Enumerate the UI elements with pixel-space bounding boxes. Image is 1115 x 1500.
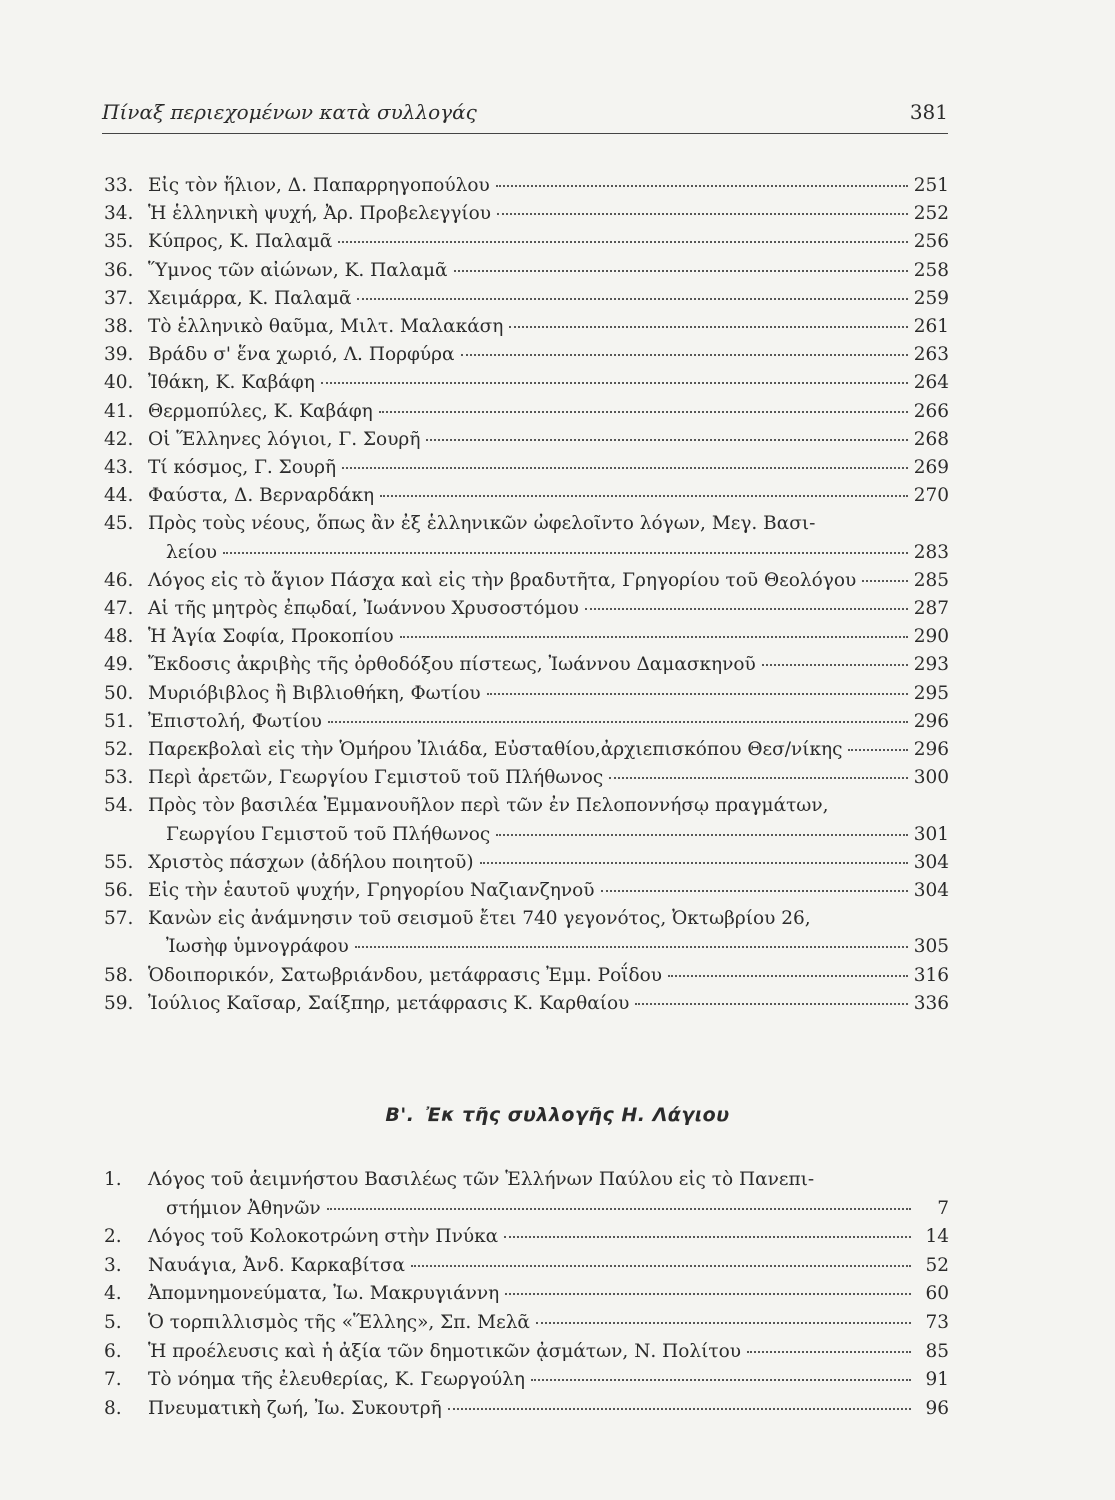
entry-title: Λόγος τοῦ Κολοκοτρώνη στὴν Πνύκα [148, 1226, 499, 1248]
toc-entry [104, 313, 949, 341]
dot-leader [762, 663, 908, 666]
dot-leader [380, 494, 908, 497]
entry-title: Ἡ ἑλληνικὴ ψυχή, Ἀρ. Προβελεγγίου [148, 203, 492, 225]
toc-entry [104, 1280, 949, 1308]
entry-number: 59. [104, 992, 134, 1014]
toc-entry [104, 1166, 949, 1194]
toc-entry-continuation [104, 539, 949, 567]
entry-number: 55. [104, 851, 134, 873]
entry-title: Ἔκδοσις ἀκριβὴς τῆς ὀρθοδόξου πίστεως, Ἰωάννου Δαμασκηνοῦ [148, 654, 756, 676]
entry-page-number: 261 [913, 316, 949, 337]
toc-entry-continuation [104, 933, 949, 961]
entry-title-continuation: λείου [166, 541, 217, 563]
entry-page-number: 296 [913, 710, 949, 732]
entry-page-number: 264 [913, 372, 949, 394]
entry-number: 47. [104, 598, 134, 619]
dot-leader [480, 861, 908, 864]
entry-title-continuation: Ἰωσὴφ ὑμνογράφου [166, 936, 349, 958]
toc-entry [104, 228, 949, 256]
dot-leader [327, 1207, 911, 1210]
entry-page-number: 301 [913, 823, 949, 845]
entry-title: Ἡ Ἁγία Σοφία, Προκοπίου [148, 626, 394, 648]
entry-title: Εἰς τὸν ἥλιον, Δ. Παπαρρηγοπούλου [148, 175, 490, 196]
entry-number: 51. [104, 710, 134, 732]
entry-page-number: 268 [913, 428, 949, 450]
toc-entry [104, 764, 949, 792]
entry-number: 8. [104, 1397, 122, 1419]
entry-title: Ἀπομνημονεύματα, Ἰω. Μακρυγιάννη [148, 1283, 500, 1305]
dot-leader [400, 635, 908, 638]
toc-entry [104, 990, 949, 1018]
entry-title: Ὁ τορπιλλισμὸς τῆς «Ἕλλης», Σπ. Μελᾶ [148, 1312, 530, 1333]
toc-entry [104, 398, 949, 426]
entry-title: Αἱ τῆς μητρὸς ἐπῳδαί, Ἰωάννου Χρυσοστόμου [148, 598, 579, 619]
entry-number: 5. [104, 1312, 122, 1333]
entry-page-number: 283 [913, 541, 949, 563]
entry-page-number: 304 [913, 851, 949, 873]
entry-number: 37. [104, 287, 134, 309]
entry-number: 36. [104, 259, 134, 281]
entry-page-number: 287 [913, 598, 949, 619]
dot-leader [496, 833, 907, 836]
entry-number: 34. [104, 203, 134, 225]
toc-entry-continuation [104, 821, 949, 849]
toc-entry [104, 595, 949, 623]
dot-leader [411, 1264, 911, 1267]
entry-page-number: 258 [913, 259, 949, 281]
entry-title: Ἰούλιος Καῖσαρ, Σαίξπηρ, μετάφρασις Κ. Καρθαίου [148, 992, 630, 1014]
dot-leader [338, 240, 907, 243]
entry-page-number: 290 [913, 626, 949, 648]
dot-leader [585, 607, 908, 610]
dot-leader [536, 1321, 911, 1324]
entry-number: 58. [104, 964, 134, 986]
entry-title: Βράδυ σ' ἕνα χωριό, Λ. Πορφύρα [148, 344, 455, 366]
entry-title: Ἐπιστολή, Φωτίου [148, 710, 322, 732]
entry-number: 38. [104, 316, 134, 337]
entry-page-number: 251 [913, 175, 949, 196]
entry-page-number: 252 [913, 203, 949, 225]
toc-entry [104, 905, 949, 933]
toc-entry [104, 341, 949, 369]
header-rule [102, 133, 948, 134]
entry-page-number: 60 [925, 1283, 949, 1305]
entry-title: Τὸ ἑλληνικὸ θαῦμα, Μιλτ. Μαλακάση [148, 316, 504, 337]
entry-number: 39. [104, 344, 134, 366]
dot-leader [461, 353, 908, 356]
dot-leader [848, 748, 907, 751]
entry-number: 3. [104, 1254, 122, 1276]
toc-entry [104, 962, 949, 990]
entry-number: 52. [104, 739, 134, 760]
toc-entry [104, 736, 949, 764]
toc-entry [104, 1252, 949, 1280]
toc-entry [104, 623, 949, 651]
dot-leader [747, 1350, 911, 1353]
entry-title: Εἰς τὴν ἑαυτοῦ ψυχήν, Γρηγορίου Ναζιανζηνοῦ [148, 880, 595, 901]
entry-title: Λόγος εἰς τὸ ἅγιον Πάσχα καὶ εἰς τὴν βραδυτῆτα, Γρηγορίου τοῦ Θεολόγου [148, 569, 857, 591]
entry-number: 4. [104, 1283, 122, 1305]
entry-number: 43. [104, 457, 134, 478]
toc-entry [104, 1366, 949, 1394]
entry-page-number: 263 [913, 344, 949, 366]
dot-leader [504, 1235, 911, 1238]
toc-entry [104, 285, 949, 313]
toc-entry [104, 1395, 949, 1423]
entry-page-number: 293 [913, 654, 949, 676]
entry-number: 54. [104, 795, 134, 817]
entry-title-continuation: Γεωργίου Γεμιστοῦ τοῦ Πλήθωνος [166, 823, 491, 845]
toc-entry [104, 792, 949, 820]
section-b-label: Β'. [385, 1104, 415, 1126]
header-title: Πίναξ περιεχομένων κατὰ συλλογάς [102, 100, 477, 124]
entry-title: Φαύστα, Δ. Βερναρδάκη [148, 485, 375, 507]
entry-number: 1. [104, 1169, 122, 1190]
entry-title: Χειμάρρα, Κ. Παλαμᾶ [148, 287, 352, 309]
entry-number: 49. [104, 654, 134, 676]
entry-title: Ἡ προέλευσις καὶ ἡ ἀξία τῶν δημοτικῶν ᾀσμάτων, Ν. Πολίτου [148, 1340, 742, 1362]
entry-number: 56. [104, 880, 134, 901]
entry-number: 35. [104, 231, 134, 253]
toc-entry [104, 200, 949, 228]
entry-title: Περὶ ἀρετῶν, Γεωργίου Γεμιστοῦ τοῦ Πλήθωνος [148, 767, 604, 789]
entry-number: 42. [104, 428, 134, 450]
dot-leader [509, 325, 907, 328]
toc-entry [104, 567, 949, 595]
section-b-title: Ἐκ τῆς συλλογῆς Η. Λάγιου [425, 1104, 730, 1126]
entry-number: 46. [104, 569, 134, 591]
entry-page-number: 256 [913, 231, 949, 253]
entry-title: Κύπρος, Κ. Παλαμᾶ [148, 231, 333, 253]
entry-title: Μυριόβιβλος ἢ Βιβλιοθήκη, Φωτίου [148, 682, 481, 704]
toc-entry [104, 257, 949, 285]
entry-title: Ἰθάκη, Κ. Καβάφη [148, 372, 315, 394]
toc-entry [104, 708, 949, 736]
toc-entry [104, 482, 949, 510]
dot-leader [321, 381, 908, 384]
dot-leader [223, 551, 908, 554]
entry-number: 40. [104, 372, 134, 394]
entry-number: 50. [104, 682, 134, 704]
entry-number: 33. [104, 175, 134, 196]
toc-entry [104, 426, 949, 454]
entry-title: Τί κόσμος, Γ. Σουρῆ [148, 457, 337, 478]
dot-leader [328, 720, 908, 723]
entry-page-number: 270 [913, 485, 949, 507]
toc-entry [104, 369, 949, 397]
entry-number: 6. [104, 1340, 122, 1362]
entry-title: Πρὸς τὸν βασιλέα Ἐμμανουῆλον περὶ τῶν ἐν Πελοποννήσῳ πραγμάτων, [148, 795, 829, 817]
dot-leader [379, 410, 908, 413]
dot-leader [635, 1002, 907, 1005]
dot-leader [496, 184, 908, 187]
dot-leader [342, 466, 908, 469]
entry-number: 41. [104, 400, 134, 422]
entry-page-number: 259 [913, 287, 949, 309]
entry-number: 57. [104, 908, 134, 930]
entry-title: Ναυάγια, Ἀνδ. Καρκαβίτσα [148, 1254, 406, 1276]
dot-leader [609, 776, 907, 779]
dot-leader [505, 1292, 911, 1295]
entry-title: Πνευματικὴ ζωή, Ἰω. Συκουτρῆ [148, 1397, 442, 1419]
entry-title: Κανὼν εἰς ἀνάμνησιν τοῦ σεισμοῦ ἔτει 740 γεγονότος, Ὀκτωβρίου 26, [148, 908, 811, 930]
entry-title: Παρεκβολαὶ εἰς τὴν Ὁμήρου Ἰλιάδα, Εὐσταθίου,ἀρχιεπισκόπου Θεσ/νίκης [148, 739, 843, 760]
dot-leader [426, 438, 907, 441]
entry-page-number: 295 [913, 682, 949, 704]
dot-leader [454, 269, 908, 272]
toc-entry [104, 651, 949, 679]
header-page-number: 381 [909, 100, 948, 124]
dot-leader [668, 974, 908, 977]
dot-leader [601, 889, 908, 892]
entry-page-number: 266 [913, 400, 949, 422]
entry-title-continuation: στήμιον Ἀθηνῶν [166, 1197, 321, 1219]
entry-page-number: 305 [913, 936, 949, 958]
entry-title: Λόγος τοῦ ἀειμνήστου Βασιλέως τῶν Ἑλλήνων Παύλου εἰς τὸ Πανεπι- [148, 1169, 815, 1190]
entry-page-number: 316 [913, 964, 949, 986]
entry-number: 2. [104, 1226, 122, 1248]
section-b-heading [0, 1104, 1115, 1126]
toc-entry [104, 1309, 949, 1337]
entry-page-number: 96 [925, 1397, 949, 1419]
entry-page-number: 52 [925, 1254, 949, 1276]
entry-number: 45. [104, 513, 134, 535]
dot-leader [357, 297, 907, 300]
entry-title: Ὕμνος τῶν αἰώνων, Κ. Παλαμᾶ [148, 259, 448, 281]
entry-title: Πρὸς τοὺς νέους, ὅπως ἂν ἐξ ἑλληνικῶν ὠφελοῖντο λόγων, Μεγ. Βασι- [148, 513, 816, 535]
dot-leader [497, 212, 908, 215]
entry-page-number: 73 [925, 1312, 949, 1333]
entry-page-number: 269 [913, 457, 949, 478]
toc-entry [104, 680, 949, 708]
dot-leader [531, 1378, 911, 1381]
toc-entry [104, 172, 949, 200]
entry-title: Οἱ Ἕλληνες λόγιοι, Γ. Σουρῆ [148, 428, 421, 450]
entry-page-number: 91 [925, 1369, 949, 1391]
toc-entry-continuation [104, 1195, 949, 1223]
entry-page-number: 304 [913, 880, 949, 901]
toc-entry [104, 1223, 949, 1251]
entry-title: Θερμοπύλες, Κ. Καβάφη [148, 400, 373, 422]
entry-page-number: 285 [913, 569, 949, 591]
toc-entry [104, 510, 949, 538]
entry-page-number: 296 [913, 739, 949, 760]
entry-page-number: 85 [925, 1340, 949, 1362]
running-header [102, 100, 948, 130]
toc-entry [104, 1338, 949, 1366]
entry-number: 7. [104, 1369, 122, 1391]
dot-leader [448, 1407, 911, 1410]
entry-page-number: 300 [913, 767, 949, 789]
entry-title: Ὁδοιπορικόν, Σατωβριάνδου, μετάφρασις Ἐμμ. Ροΐδου [148, 964, 663, 986]
dot-leader [487, 692, 908, 695]
dot-leader [862, 579, 907, 582]
toc-entry [104, 877, 949, 905]
entry-number: 53. [104, 767, 134, 789]
toc-entry [104, 454, 949, 482]
entry-number: 48. [104, 626, 134, 648]
dot-leader [355, 945, 908, 948]
entry-page-number: 7 [937, 1197, 949, 1219]
entry-title: Χριστὸς πάσχων (ἀδήλου ποιητοῦ) [148, 851, 474, 873]
entry-title: Τὸ νόημα τῆς ἐλευθερίας, Κ. Γεωργούλη [148, 1369, 525, 1391]
toc-entry [104, 849, 949, 877]
entry-page-number: 14 [925, 1226, 949, 1248]
entry-page-number: 336 [913, 992, 949, 1014]
entry-number: 44. [104, 485, 134, 507]
